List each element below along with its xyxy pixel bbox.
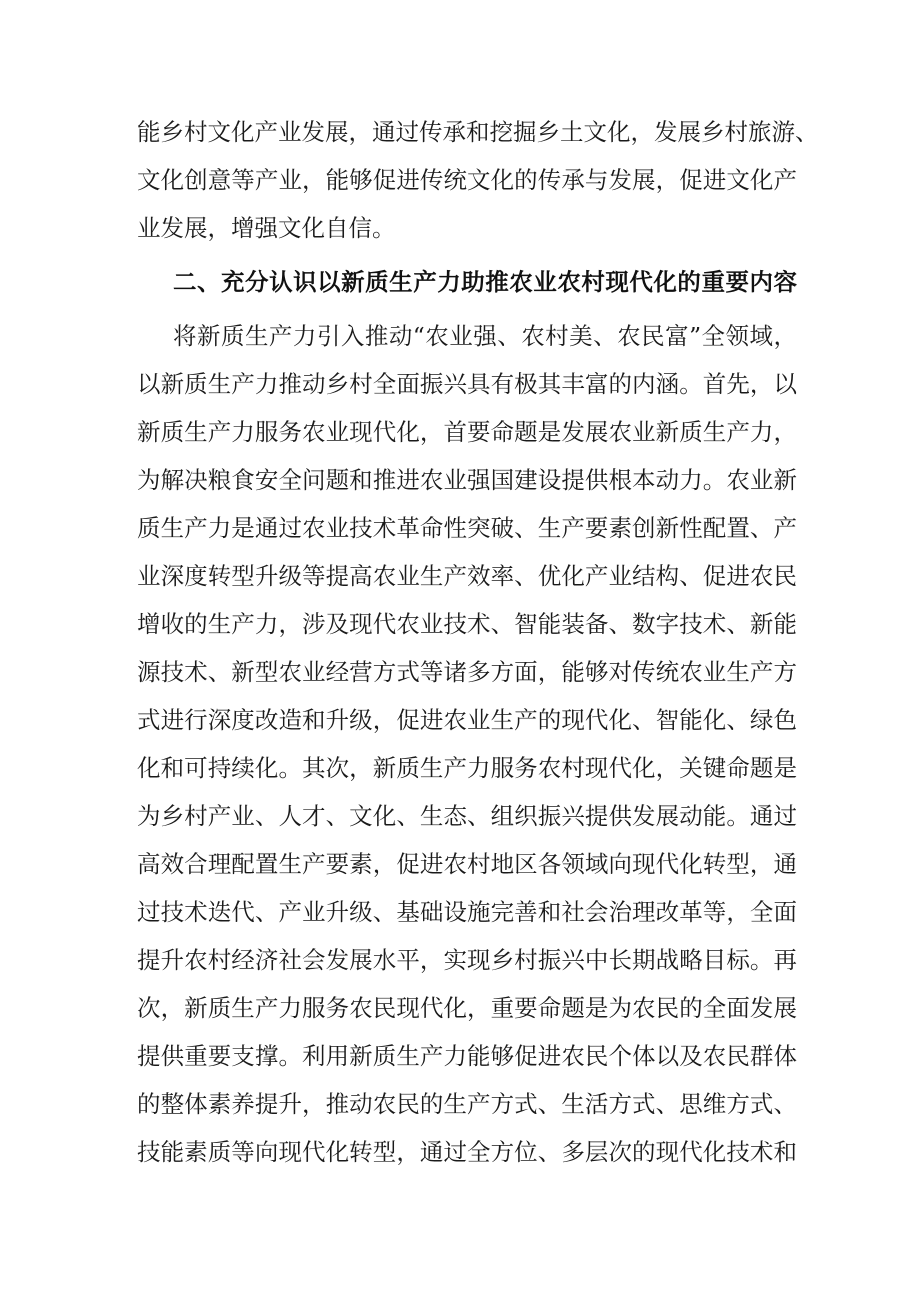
body-line: 质生产力是通过农业技术革命性突破、生产要素创新性配置、产 (137, 514, 797, 542)
body-line: 能乡村文化产业发展，通过传承和挖掘乡土文化，发展乡村旅游、 (137, 118, 819, 146)
body-line: 高效合理配置生产要素，促进农村地区各领域向现代化转型，通 (137, 850, 797, 878)
body-line: 以新质生产力推动乡村全面振兴具有极其丰富的内涵。首先，以 (137, 370, 797, 398)
body-line: 增收的生产力，涉及现代农业技术、智能装备、数字技术、新能 (137, 610, 797, 638)
body-line: 化和可持续化。其次，新质生产力服务农村现代化，关键命题是 (137, 754, 797, 782)
body-line: 为解决粮食安全问题和推进农业强国建设提供根本动力。农业新 (137, 466, 797, 494)
body-line: 为乡村产业、人才、文化、生态、组织振兴提供发展动能。通过 (137, 802, 797, 830)
section-heading: 二、充分认识以新质生产力助推农业农村现代化的重要内容 (173, 268, 797, 296)
body-line: 业发展，增强文化自信。 (137, 214, 396, 242)
body-line: 提供重要支撑。利用新质生产力能够促进农民个体以及农民群体 (137, 1042, 797, 1070)
body-line: 式进行深度改造和升级，促进农业生产的现代化、智能化、绿色 (137, 706, 797, 734)
body-line: 的整体素养提升，推动农民的生产方式、生活方式、思维方式、 (137, 1090, 797, 1118)
body-line: 业深度转型升级等提高农业生产效率、优化产业结构、促进农民 (137, 562, 797, 590)
body-line: 次，新质生产力服务农民现代化，重要命题是为农民的全面发展 (137, 994, 797, 1022)
body-line: 文化创意等产业，能够促进传统文化的传承与发展，促进文化产 (137, 166, 797, 194)
body-line: 源技术、新型农业经营方式等诸多方面，能够对传统农业生产方 (137, 658, 797, 686)
body-line: 将新质生产力引入推动“农业强、农村美、农民富”全领域， (173, 322, 797, 350)
body-line: 提升农村经济社会发展水平，实现乡村振兴中长期战略目标。再 (137, 946, 797, 974)
body-line: 过技术迭代、产业升级、基础设施完善和社会治理改革等，全面 (137, 898, 797, 926)
body-line: 新质生产力服务农业现代化，首要命题是发展农业新质生产力， (137, 418, 797, 446)
body-line: 技能素质等向现代化转型，通过全方位、多层次的现代化技术和 (137, 1138, 797, 1166)
